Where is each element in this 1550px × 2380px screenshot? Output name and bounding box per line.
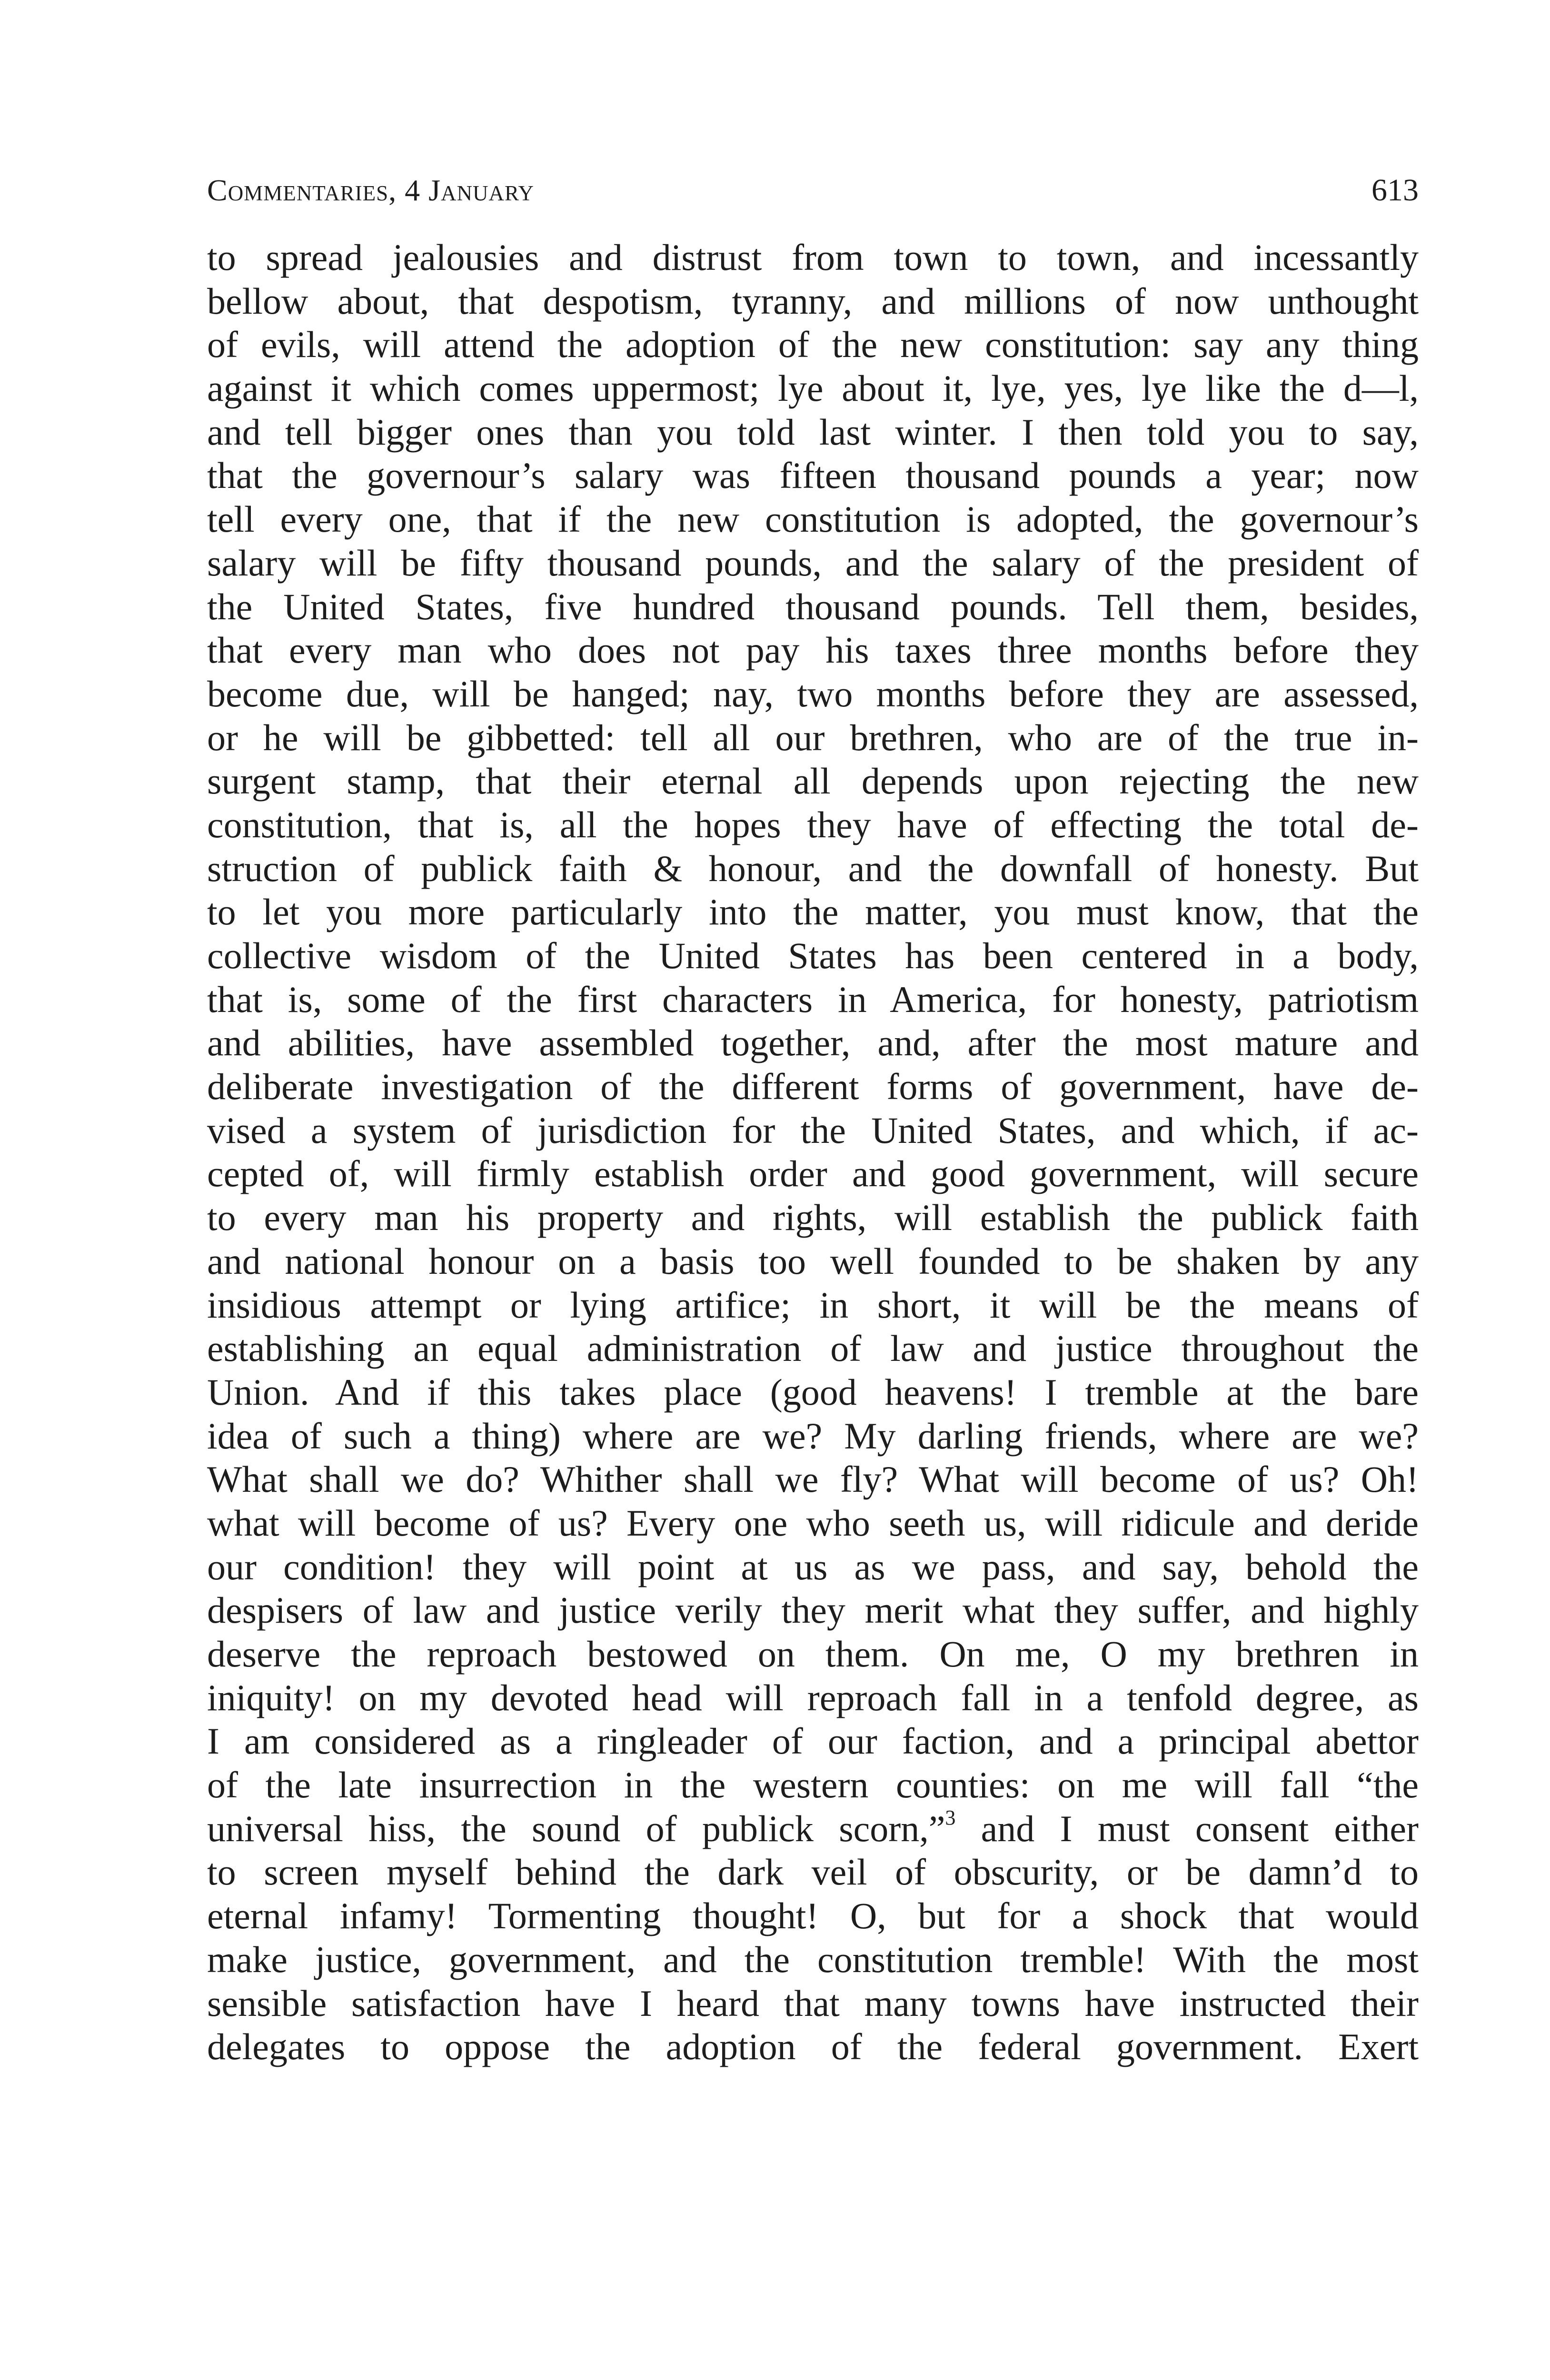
text-line: cepted of, will firmly establish order and good government, will secure (207, 1153, 1419, 1195)
text-line: deliberate investigation of the different forms of government, have de- (207, 1066, 1419, 1108)
text-line: bellow about, that despotism, tyranny, and millions of now unthought (207, 280, 1419, 322)
text-line: What shall we do? Whither shall we fly? What will become of us? Oh! (207, 1458, 1419, 1500)
text-line: that is, some of the first characters in America, for honesty, patriotism (207, 978, 1419, 1020)
text-line: of the late insurrection in the western counties: on me will fall “the (207, 1764, 1419, 1806)
text-line: the United States, five hundred thousand pounds. Tell them, besides, (207, 585, 1419, 627)
text-line: to spread jealousies and distrust from town to town, and incessantly (207, 237, 1419, 278)
text-line: to let you more particularly into the matter, you must know, that the (207, 891, 1419, 933)
running-header (207, 169, 1419, 212)
footnote-marker: 3 (945, 1805, 956, 1829)
text-line: or he will be gibbetted: tell all our brethren, who are of the true in- (207, 716, 1419, 758)
text-line: that the governour’s salary was fifteen thousand pounds a year; now (207, 455, 1419, 496)
page-number: 613 (1371, 173, 1419, 208)
text-line: sensible satisfaction have I heard that many towns have instructed their (207, 1982, 1419, 2024)
text-line: surgent stamp, that their eternal all depends upon rejecting the new (207, 760, 1419, 802)
text-line: to screen myself behind the dark veil of obscurity, or be damn’d to (207, 1851, 1419, 1893)
text-line: what will become of us? Every one who seeth us, will ridicule and deride (207, 1502, 1419, 1544)
text-line: against it which comes uppermost; lye about it, lye, yes, lye like the d—l, (207, 367, 1419, 409)
text-line: eternal infamy! Tormenting thought! O, but for a shock that would (207, 1895, 1419, 1937)
body-text (207, 236, 1419, 2069)
text-line: vised a system of jurisdiction for the United States, and which, if ac- (207, 1109, 1419, 1151)
text-line: struction of publick faith & honour, and the downfall of honesty. But (207, 847, 1419, 889)
text-line: salary will be fifty thousand pounds, and the salary of the president of (207, 542, 1419, 584)
text-line: make justice, government, and the constitution tremble! With the most (207, 1938, 1419, 1980)
text-line: tell every one, that if the new constitution is adopted, the governour’s (207, 498, 1419, 540)
text-line: and abilities, have assembled together, and, after the most mature and (207, 1022, 1419, 1064)
text-line: delegates to oppose the adoption of the federal government. Exert (207, 2026, 1419, 2068)
text-line: iniquity! on my devoted head will reproach fall in a tenfold degree, as (207, 1676, 1419, 1718)
text-line: Union. And if this takes place (good heavens! I tremble at the bare (207, 1371, 1419, 1413)
text-line: constitution, that is, all the hopes they have of effecting the total de- (207, 803, 1419, 845)
text-line: to every man his property and rights, will establish the publick faith (207, 1197, 1419, 1239)
text-line: that every man who does not pay his taxes three months before they (207, 629, 1419, 671)
text-line: collective wisdom of the United States has been centered in a body, (207, 935, 1419, 976)
text-line: idea of such a thing) where are we? My darling friends, where are we? (207, 1415, 1419, 1457)
running-title: Commentaries, 4 January (207, 173, 535, 207)
text-line: I am considered as a ringleader of our faction, and a principal abettor (207, 1720, 1419, 1762)
text-line: and national honour on a basis too well founded to be shaken by any (207, 1240, 1419, 1282)
text-line-start: universal hiss, the sound of publick scorn,” (207, 1807, 945, 1849)
text-line: despisers of law and justice verily they merit what they suffer, and highly (207, 1589, 1419, 1631)
text-line: deserve the reproach bestowed on them. On me, O my brethren in (207, 1633, 1419, 1675)
text-line: establishing an equal administration of law and justice throughout the (207, 1328, 1419, 1369)
text-line: of evils, will attend the adoption of the new constitution: say any thing (207, 324, 1419, 366)
text-line: insidious attempt or lying artifice; in short, it will be the means of (207, 1284, 1419, 1326)
text-line-with-footnote (207, 1807, 1419, 1851)
text-line-end: and I must consent either (955, 1807, 1419, 1849)
text-line: our condition! they will point at us as we pass, and say, behold the (207, 1546, 1419, 1587)
text-line: become due, will be hanged; nay, two months before they are assessed, (207, 673, 1419, 714)
text-line: and tell bigger ones than you told last winter. I then told you to say, (207, 411, 1419, 453)
